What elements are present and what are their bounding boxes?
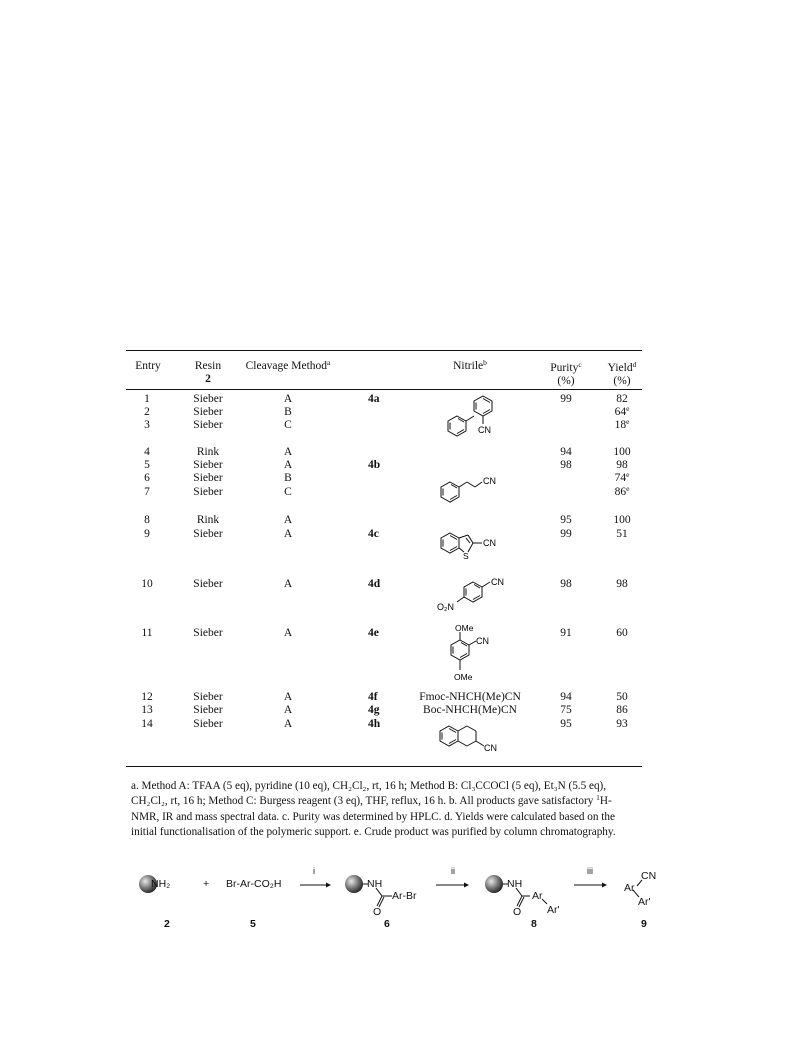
cell-compound: 4c <box>368 528 379 540</box>
cell-yield <box>604 446 640 460</box>
cell-resin: Sieber <box>193 528 223 540</box>
cell-yield <box>604 718 640 732</box>
header-method-label: Cleavage Method <box>245 360 328 372</box>
label-cn: CN <box>478 425 491 435</box>
cell-purity: 99 <box>560 528 572 540</box>
cell-resin: Sieber <box>193 627 223 639</box>
cell-method: A <box>283 718 293 730</box>
label-cn: CN <box>491 577 504 587</box>
cell-yield <box>604 528 640 542</box>
cell-entry: 14 <box>141 718 153 730</box>
cell-resin: Sieber <box>193 718 223 730</box>
cell-method: B <box>284 472 292 484</box>
table-header-rule <box>126 389 642 390</box>
cell-yield <box>604 486 640 500</box>
cell-purity: 95 <box>560 514 572 526</box>
cell-purity: 95 <box>560 718 572 730</box>
cell-entry: 4 <box>144 446 150 458</box>
cell-nitrile: Boc-NHCH(Me)CN <box>423 704 517 716</box>
cell-purity: 75 <box>560 704 572 716</box>
scheme-nh: NH <box>367 878 383 890</box>
cell-method: A <box>283 528 293 540</box>
footnote-line: NMR, IR and mass spectral data. c. Purity was determined by HPLC. d. Yields were calculated based on the <box>131 810 615 823</box>
header-entry-label: Entry <box>135 360 161 372</box>
cell-yield <box>604 472 640 486</box>
header-resin-label: Resin <box>194 360 222 372</box>
cell-resin: Sieber <box>193 472 223 484</box>
cell-method: A <box>283 459 293 471</box>
footnote-line <box>131 794 667 809</box>
cell-yield-sup: e <box>626 484 630 493</box>
cell-method: A <box>283 514 293 526</box>
cell-purity: 94 <box>560 691 572 703</box>
structure-4h-tetrahydronaphthalene-carbonitrile <box>436 722 516 754</box>
cell-resin: Sieber <box>193 419 223 431</box>
cell-yield-value: 98 <box>616 578 628 590</box>
header-nitrile <box>440 360 500 373</box>
scheme-ar: Ar <box>532 890 543 902</box>
cell-yield-value: 98 <box>616 459 628 471</box>
cell-compound: 4a <box>368 393 380 405</box>
cell-yield-sup: e <box>626 417 630 426</box>
resin-bead-icon <box>485 875 503 893</box>
cell-resin: Sieber <box>193 691 223 703</box>
cell-compound: 4f <box>368 691 378 703</box>
cell-yield <box>604 393 640 407</box>
footnote-line: a. Method A: TFAA (5 eq), pyridine (10 eq), CH₂Cl₂, rt, 16 h; Method B: Cl₃CCOCl (5 eq), Et₃N (5.5 eq), <box>131 780 607 792</box>
structure-4b-phenylpropanenitrile <box>436 470 516 506</box>
header-yield-unit: (%) <box>613 375 631 387</box>
cell-purity: 99 <box>560 393 572 405</box>
cell-method: A <box>283 627 293 639</box>
cell-entry: 10 <box>141 578 153 590</box>
compound-number: 5 <box>250 918 256 930</box>
cell-yield-value: 100 <box>613 446 631 458</box>
cell-yield <box>604 627 640 641</box>
compound-number: 2 <box>164 918 170 930</box>
scheme-cn: CN <box>641 870 657 882</box>
scheme-o: O <box>373 906 382 918</box>
cell-compound: 4d <box>368 578 381 590</box>
cell-yield <box>604 514 640 528</box>
cell-method: C <box>284 419 292 431</box>
scheme-nh2: NH₂ <box>151 878 171 890</box>
cell-resin: Sieber <box>193 578 223 590</box>
cell-resin: Sieber <box>193 406 223 418</box>
cell-entry: 7 <box>144 486 150 498</box>
header-purity-unit: (%) <box>557 375 575 387</box>
cell-compound: 4e <box>368 627 379 639</box>
compound-number: 8 <box>531 918 537 930</box>
header-purity <box>544 362 588 388</box>
cell-purity: 94 <box>560 446 572 458</box>
cell-entry: 11 <box>141 627 153 639</box>
scheme-ar: Ar <box>624 882 635 894</box>
cell-resin: Sieber <box>193 459 223 471</box>
cell-purity: 98 <box>560 459 572 471</box>
structure-4d-nitrobenzonitrile <box>430 574 530 614</box>
cell-yield-value: 93 <box>616 718 628 730</box>
cell-entry: 12 <box>141 691 153 703</box>
label-cn: CN <box>483 476 496 486</box>
cell-purity: 98 <box>560 578 572 590</box>
cell-method: A <box>283 393 293 405</box>
header-purity-sup: c <box>578 360 582 369</box>
cell-method: B <box>284 406 292 418</box>
header-method <box>240 360 336 373</box>
cell-yield-value: 100 <box>613 514 631 526</box>
header-nitrile-label: Nitrile <box>453 360 484 372</box>
resin-bead-icon <box>345 875 363 893</box>
header-resin-number: 2 <box>205 373 211 385</box>
header-nitrile-sup: b <box>483 358 487 367</box>
label-cn: CN <box>483 538 496 548</box>
cell-compound: 4h <box>368 718 381 730</box>
scheme-nh: NH <box>507 878 523 890</box>
cell-yield-value: 82 <box>616 393 628 405</box>
footnote-sup: 1 <box>596 793 600 803</box>
structure-4a-biphenyl-carbonitrile <box>436 391 506 441</box>
table-footnote <box>131 779 667 840</box>
header-yield-sup: d <box>632 360 637 369</box>
header-method-sup: a <box>327 358 331 367</box>
label-s: S <box>463 551 469 561</box>
cell-method: A <box>283 578 293 590</box>
scheme-step-i: i <box>313 866 315 876</box>
cell-resin: Rink <box>196 446 220 458</box>
footnote-line: initial functionalisation of the polymeric support. e. Crude product was purified by column chromatography. <box>131 825 616 838</box>
label-ome: OMe <box>454 672 473 682</box>
cell-yield-value: 86 <box>616 704 628 716</box>
scheme-o: O <box>513 906 522 918</box>
footnote-text: CH₂Cl₂, rt, 16 h; Method C: Burgess reagent (3 eq), THF, reflux, 16 h. b. All products gave satisfactory <box>131 795 597 808</box>
cell-yield-sup: e <box>626 470 630 479</box>
cell-yield <box>604 578 640 592</box>
cell-method: C <box>284 486 292 498</box>
cell-method: A <box>283 704 293 716</box>
cell-purity: 91 <box>560 627 572 639</box>
cell-nitrile: Fmoc-NHCH(Me)CN <box>419 691 521 703</box>
cell-yield-value: 51 <box>616 528 628 540</box>
header-resin <box>188 360 228 386</box>
label-cn: CN <box>484 743 497 753</box>
cell-yield-value: 18 <box>614 419 627 431</box>
cell-resin: Sieber <box>193 393 223 405</box>
cell-method: A <box>283 691 293 703</box>
cell-resin: Rink <box>196 514 220 526</box>
cell-yield-value: 50 <box>616 691 628 703</box>
cell-compound: 4g <box>368 704 380 716</box>
cell-resin: Sieber <box>193 486 223 498</box>
table-top-rule <box>126 350 642 351</box>
cell-entry: 2 <box>144 406 150 418</box>
cell-compound: 4b <box>368 459 381 471</box>
cell-yield <box>604 419 640 433</box>
cell-yield <box>604 459 640 473</box>
label-o2n: O₂N <box>437 602 454 612</box>
structure-4c-benzothiophene-carbonitrile <box>436 525 536 563</box>
header-purity-label: Purity <box>550 362 579 374</box>
scheme-step-ii: ii <box>451 866 455 876</box>
cell-entry: 6 <box>144 472 150 484</box>
cell-yield <box>604 691 640 705</box>
arrowhead-icon <box>326 883 331 888</box>
compound-number: 6 <box>384 918 390 930</box>
label-ome: OMe <box>455 624 474 633</box>
cell-yield-value: 60 <box>616 627 628 639</box>
scheme-ar-prime: Ar' <box>547 904 560 916</box>
label-cn: CN <box>476 636 489 646</box>
cell-entry: 5 <box>144 459 150 471</box>
footnote-text: H- <box>599 795 612 808</box>
scheme-reagent: Br-Ar-CO₂H <box>226 878 282 890</box>
scheme-arbr: Ar-Br <box>392 890 417 902</box>
cell-yield <box>604 704 640 718</box>
cell-yield-sup: e <box>626 404 630 413</box>
header-entry <box>130 360 166 373</box>
header-yield <box>600 362 644 388</box>
scheme-step-iii: iii <box>587 866 593 876</box>
cell-entry: 3 <box>144 419 150 431</box>
structure-4e-dimethoxybenzonitrile <box>446 624 506 688</box>
cell-yield-value: 64 <box>614 406 627 418</box>
cell-entry: 1 <box>144 393 150 405</box>
header-yield-label: Yield <box>607 362 633 374</box>
cell-resin: Sieber <box>193 704 223 716</box>
cell-yield-value: 74 <box>614 472 627 484</box>
arrowhead-icon <box>602 883 607 888</box>
cell-entry: 8 <box>144 514 150 526</box>
scheme-ar-prime: Ar' <box>638 896 651 908</box>
table-bottom-rule <box>126 766 642 767</box>
cell-method: A <box>283 446 293 458</box>
arrowhead-icon <box>464 883 469 888</box>
cell-entry: 9 <box>144 528 150 540</box>
cell-entry: 13 <box>141 704 153 716</box>
compound-number: 9 <box>641 918 647 930</box>
cell-yield-value: 86 <box>614 486 627 498</box>
cell-yield <box>604 406 640 420</box>
scheme-plus: + <box>203 878 210 890</box>
